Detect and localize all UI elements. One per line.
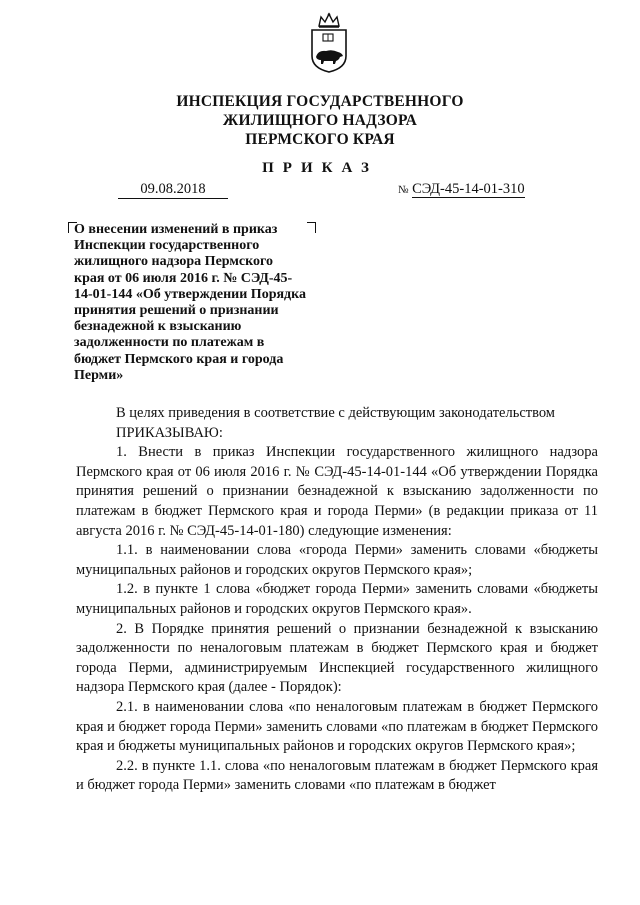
agency-header: [150, 92, 490, 149]
header-line-3: ПЕРМСКОГО КРАЯ: [245, 131, 395, 148]
paragraph-2-2: 2.2. в пункте 1.1. слова «по неналоговым платежам в бюджет Пермского края и бюджет города Перми» заменить словами «по платежам в бюджет: [76, 757, 598, 794]
order-number-field: [398, 181, 525, 199]
subject-text: О внесении изменений в приказ Инспекции государственного жилищного надзора Пермского края от 06 июля 2016 г. № СЭД-45-14-01-144 «Об утверждении Порядка принятия решений о признании безнадежной к взысканию задолженности по платежам в бюджет Пермского края и города Перми»: [74, 222, 306, 383]
order-title: ПРИКАЗ: [262, 160, 378, 176]
order-body: [76, 404, 598, 796]
paragraph-1: 1. Внести в приказ Инспекции государственного жилищного надзора Пермского края от 06 июля 2016 г. № СЭД-45-14-01-144 «Об утверждении Порядка принятия решений о признании безнадежной к взысканию задолженности по платежам в бюджет Пермского края и города Перми» (в редакции приказа от 11 августа 2016 г. № СЭД-45-14-01-180) следующие изменения:: [76, 444, 598, 539]
intro-paragraph: В целях приведения в соответствие с действующим законодательством: [116, 405, 555, 421]
paragraph-2-1: 2.1. в наименовании слова «по неналоговым платежам в бюджет Пермского края и бюджет города Перми» заменить словами «по платежам в бюджет Пермского края и бюджеты муниципальных районов и городских округов Пермского края»;: [76, 698, 598, 755]
coat-of-arms-icon: [306, 12, 352, 74]
bracket-right: [307, 222, 316, 233]
number-sign: №: [398, 184, 409, 196]
paragraph-1-1: 1.1. в наименовании слова «города Перми» заменить словами «бюджеты муниципальных районов и городских округов Пермского края»;: [76, 542, 598, 578]
order-number: СЭД-45-14-01-310: [412, 181, 525, 197]
order-subject: [74, 222, 306, 384]
header-line-2: ЖИЛИЩНОГО НАДЗОРА: [222, 112, 418, 129]
order-word: ПРИКАЗЫВАЮ:: [116, 424, 223, 441]
bracket-left: [68, 222, 77, 233]
header-line-1: ИНСПЕКЦИЯ ГОСУДАРСТВЕННОГО: [176, 93, 464, 110]
paragraph-1-2: 1.2. в пункте 1 слова «бюджет города Перми» заменить словами «бюджеты муниципальных районов и городских округов Пермского края».: [76, 581, 598, 617]
paragraph-2: 2. В Порядке принятия решений о признании безнадежной к взысканию задолженности по неналоговым платежам в бюджет Пермского края и бюджет города Перми, администрируемым Инспекцией государственного жилищного надзора Пермского края (далее - Порядок):: [76, 620, 598, 696]
order-date: 09.08.2018: [118, 181, 228, 199]
